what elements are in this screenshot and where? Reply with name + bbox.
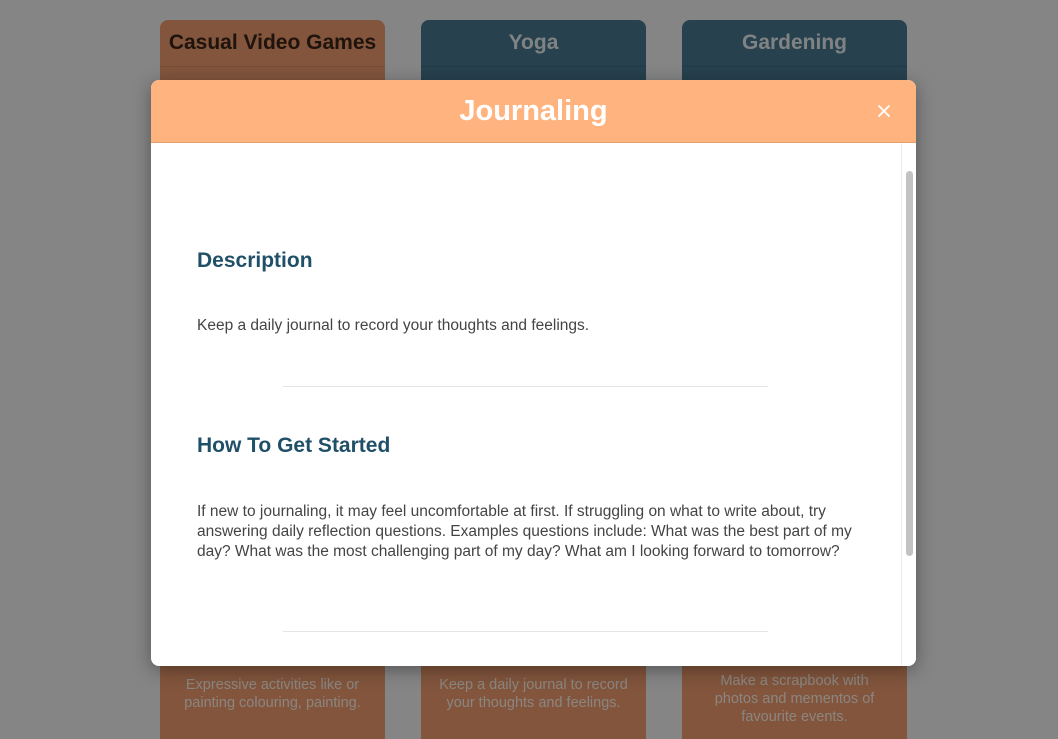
card-title: Gardening — [682, 20, 907, 67]
modal-scrollbar[interactable] — [901, 143, 916, 666]
activity-modal — [151, 80, 916, 666]
section-heading-how-to-get-started: How To Get Started — [197, 434, 391, 457]
card-description: Keep a daily journal to record your thoughts and feelings. — [439, 677, 628, 711]
card-description: Make a scrapbook with photos and mementos of favourite events. — [714, 673, 875, 725]
card-description: Expressive activities like or painting colouring, painting. — [184, 677, 361, 711]
modal-body[interactable] — [151, 143, 901, 666]
card-title: Casual Video Games — [160, 20, 385, 67]
card-title: Yoga — [421, 20, 646, 67]
section-heading-description: Description — [197, 249, 313, 272]
section-divider — [283, 386, 768, 387]
close-icon — [872, 99, 896, 123]
section-divider — [283, 631, 768, 632]
scrollbar-thumb[interactable] — [906, 171, 913, 556]
modal-header — [151, 80, 916, 143]
section-text-how-to-get-started: If new to journaling, it may feel uncomfortable at first. If struggling on what to write about, try answering daily reflection questions. Examples questions include: What was the best part of my day? What was the most challenging part of my day? What am I looking forward to tomorrow? — [197, 503, 852, 560]
section-text-description: Keep a daily journal to record your thoughts and feelings. — [197, 317, 590, 334]
modal-title: Journaling — [459, 95, 608, 127]
close-button[interactable] — [872, 99, 896, 123]
